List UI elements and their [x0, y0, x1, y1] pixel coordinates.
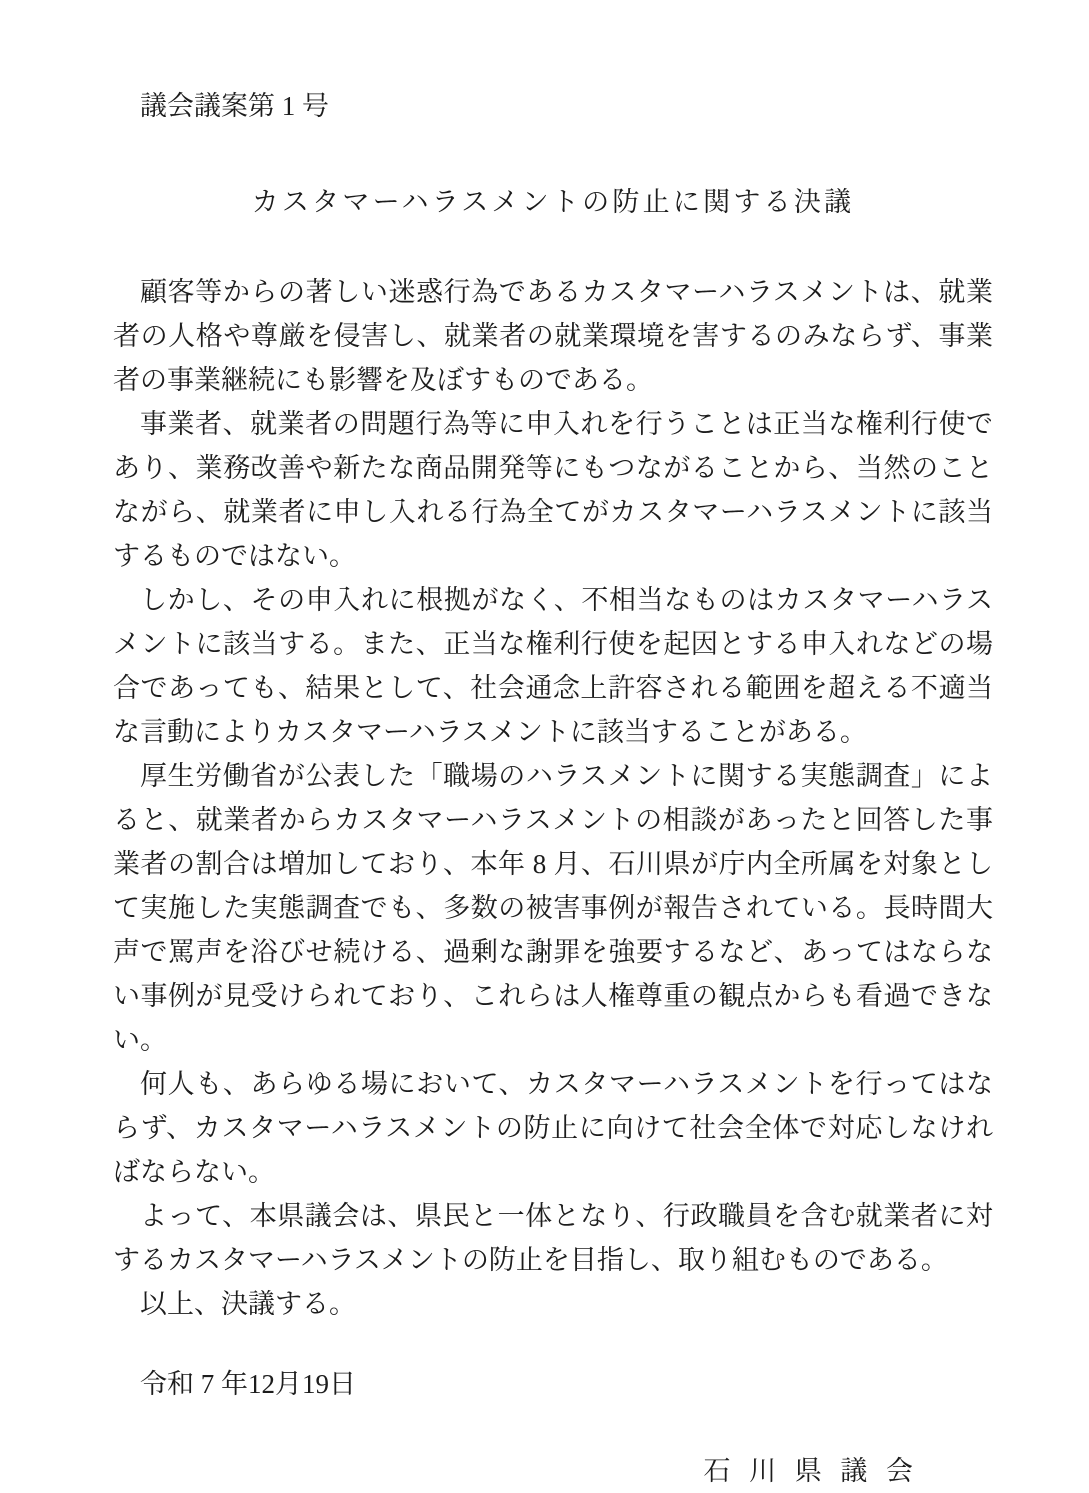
paragraph: 何人も、あらゆる場において、カスタマーハラスメントを行ってはならず、カスタマーハラスメントの防止に向けて社会全体で対応しなければならない。 — [113, 1069, 993, 1187]
document-number: 議会議案第 1 号 — [140, 91, 329, 121]
paragraph: よって、本県議会は、県民と一体となり、行政職員を含む就業者に対するカスタマーハラスメントの防止を目指し、取り組むものである。 — [113, 1201, 993, 1275]
paragraph: 厚生労働省が公表した「職場のハラスメントに関する実態調査」によると、就業者からカスタマーハラスメントの相談があったと回答した事業者の割合は増加しており、本年 8 月、石川県が庁内全所属を対象として実施した実態調査でも、多数の被害事例が報告されている。長時間大声で罵声を浴びせ続ける、過剰な謝罪を強要するなど、あってはならない事例が見受けられており、これらは人権尊重の観点からも看過できない。 — [113, 761, 993, 1055]
paragraph: しかし、その申入れに根拠がなく、不相当なものはカスタマーハラスメントに該当する。また、正当な権利行使を起因とする申入れなどの場合であっても、結果として、社会通念上許容される範囲を超える不適当な言動によりカスタマーハラスメントに該当することがある。 — [113, 585, 993, 747]
paragraph: 事業者、就業者の問題行為等に申入れを行うことは正当な権利行使であり、業務改善や新たな商品開発等にもつながることから、当然のことながら、就業者に申し入れる行為全てがカスタマーハラスメントに該当するものではない。 — [113, 409, 993, 571]
paragraph: 顧客等からの著しい迷惑行為であるカスタマーハラスメントは、就業者の人格や尊厳を侵害し、就業者の就業環境を害するのみならず、事業者の事業継続にも影響を及ぼすものである。 — [113, 277, 993, 395]
document-date: 令和 7 年12月19日 — [140, 1369, 356, 1399]
document-signature: 石 川 県 議 会 — [703, 1456, 919, 1486]
document-title: カスタマーハラスメントの防止に関する決議 — [251, 187, 855, 217]
paragraph: 以上、決議する。 — [140, 1289, 356, 1319]
document-body — [113, 270, 993, 1326]
